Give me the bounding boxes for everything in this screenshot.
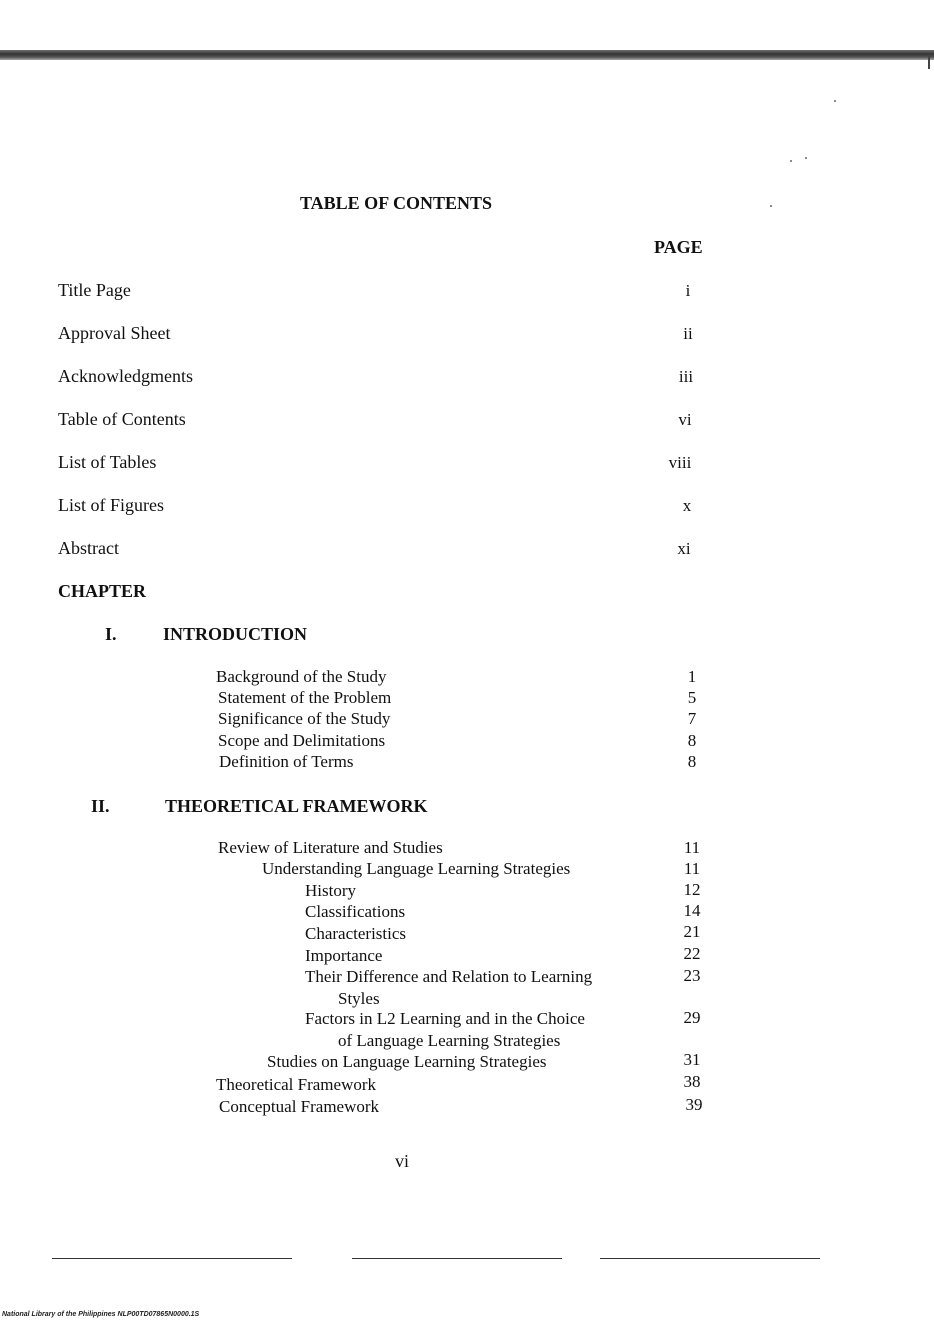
- section-page: 22: [683, 944, 701, 963]
- section-label: Characteristics: [305, 924, 407, 943]
- page-column-header: PAGE: [654, 237, 703, 257]
- section-label: Theoretical Framework: [216, 1075, 377, 1094]
- section-page: 7: [687, 709, 697, 728]
- chapter-numeral: II.: [91, 796, 110, 816]
- section-label: Factors in L2 Learning and in the Choice: [305, 1009, 585, 1028]
- section-label-continuation: Styles: [338, 989, 380, 1008]
- scan-bottom-line: [52, 1258, 292, 1259]
- toc-entry-page: i: [685, 281, 691, 300]
- toc-entry-label: List of Tables: [58, 452, 157, 472]
- toc-entry-label: Approval Sheet: [58, 323, 171, 343]
- section-label: Importance: [305, 946, 383, 965]
- section-page: 31: [683, 1050, 701, 1069]
- scan-speck: [834, 100, 836, 102]
- toc-entry-label: Acknowledgments: [58, 366, 193, 386]
- section-page: 11: [683, 838, 701, 857]
- section-label: Significance of the Study: [218, 709, 391, 728]
- scan-corner-mark: [928, 55, 930, 69]
- toc-entry-page: x: [682, 496, 692, 515]
- section-page: 29: [683, 1008, 701, 1027]
- section-label: Statement of the Problem: [218, 688, 392, 707]
- section-page: 8: [687, 752, 697, 771]
- section-label: Definition of Terms: [219, 752, 354, 771]
- section-label: Background of the Study: [216, 667, 387, 686]
- scan-speck: [805, 157, 807, 159]
- scan-speck: [790, 160, 792, 162]
- section-page: 23: [683, 966, 701, 985]
- section-label: Scope and Delimitations: [218, 731, 386, 750]
- scan-bottom-line: [352, 1258, 562, 1259]
- scan-bottom-line: [600, 1258, 820, 1259]
- section-page: 1: [687, 667, 697, 686]
- scan-speck: [770, 205, 772, 207]
- chapter-title: INTRODUCTION: [163, 624, 308, 644]
- toc-entry-label: Abstract: [58, 538, 119, 558]
- section-page: 5: [687, 688, 697, 707]
- document-title: TABLE OF CONTENTS: [300, 193, 493, 213]
- section-label: Review of Literature and Studies: [218, 838, 443, 857]
- toc-entry-page: ii: [683, 324, 693, 343]
- toc-entry-label: List of Figures: [58, 495, 164, 515]
- section-page: 12: [683, 880, 701, 899]
- toc-entry-label: Table of Contents: [58, 409, 186, 429]
- toc-entry-page: viii: [668, 453, 692, 472]
- toc-entry-page: vi: [678, 410, 692, 429]
- section-page: 39: [685, 1095, 703, 1114]
- section-page: 14: [683, 901, 701, 920]
- section-page: 11: [683, 859, 701, 878]
- scan-top-edge: [0, 50, 934, 60]
- section-label: Their Difference and Relation to Learning: [305, 967, 593, 986]
- section-label: Conceptual Framework: [219, 1097, 380, 1116]
- chapter-numeral: I.: [105, 624, 117, 644]
- section-label: Classifications: [305, 902, 406, 921]
- toc-entry-label: Title Page: [58, 280, 131, 300]
- toc-entry-page: iii: [678, 367, 694, 386]
- section-label-continuation: of Language Learning Strategies: [338, 1031, 561, 1050]
- section-page: 38: [683, 1072, 701, 1091]
- library-stamp: National Library of the Philippines NLP00TD07865N0000.1S: [2, 1311, 200, 1318]
- section-label: Understanding Language Learning Strategies: [262, 859, 571, 878]
- page-number: vi: [395, 1151, 410, 1171]
- toc-entry-page: xi: [677, 539, 691, 558]
- section-label: Studies on Language Learning Strategies: [267, 1052, 547, 1071]
- section-label: History: [305, 881, 356, 900]
- section-page: 21: [683, 922, 701, 941]
- chapter-heading: CHAPTER: [58, 581, 147, 601]
- chapter-title: THEORETICAL FRAMEWORK: [165, 796, 428, 816]
- section-page: 8: [687, 731, 697, 750]
